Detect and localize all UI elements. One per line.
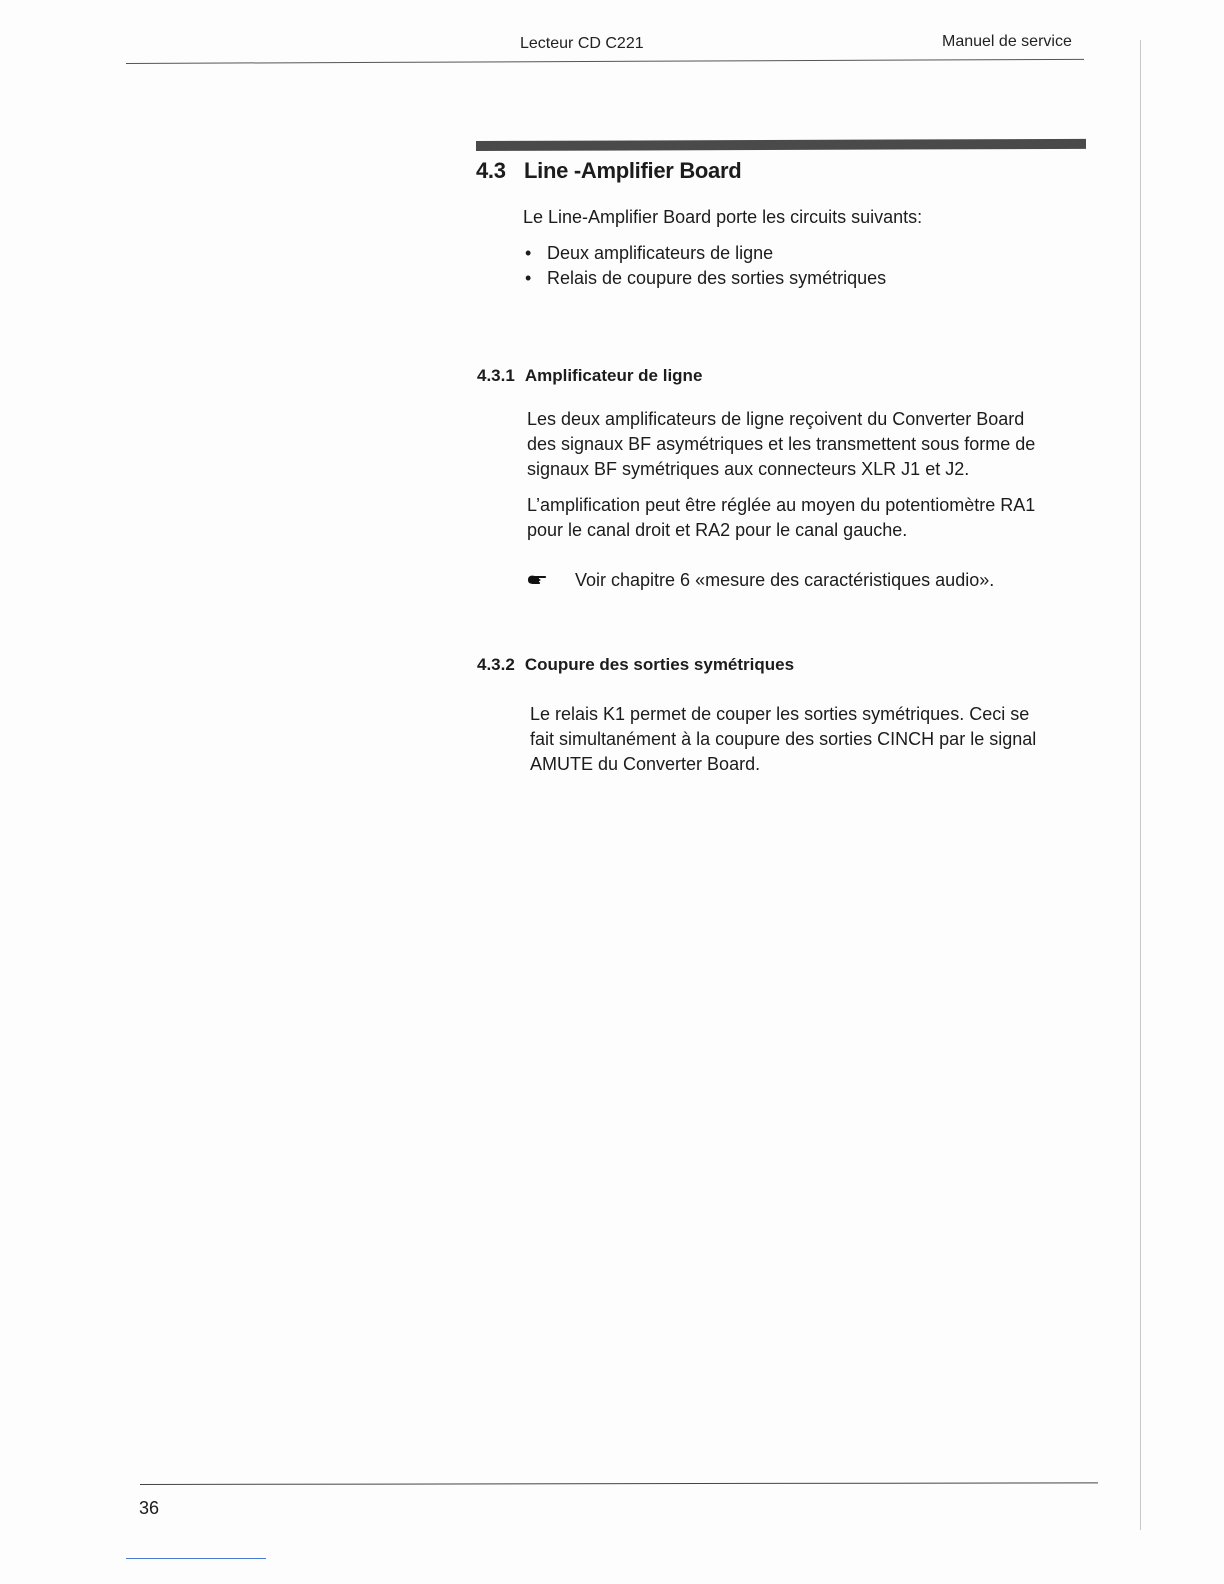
subsection-heading-1: [477, 366, 702, 386]
text-line: L’amplification peut être réglée au moyen du potentiomètre RA1: [527, 495, 1036, 515]
section-heading: [476, 158, 741, 184]
text-line: Les deux amplificateurs de ligne reçoivent du Converter Board: [527, 409, 1025, 429]
scan-edge: [1140, 40, 1141, 1530]
section-number: 4.3: [476, 158, 506, 183]
paragraph: [530, 702, 1036, 777]
footer-rule: [140, 1482, 1098, 1485]
list-item: • Deux amplificateurs de ligne: [523, 241, 886, 266]
blue-line: [126, 1558, 266, 1559]
subsection-heading-2: [477, 655, 794, 675]
circuit-list: [523, 241, 886, 291]
subsection-title: Coupure des sorties symétriques: [524, 655, 795, 674]
subsection-title: Amplificateur de ligne: [524, 366, 703, 385]
subsection-number: 4.3.2: [477, 655, 515, 674]
header-document-title: Lecteur CD C221: [520, 35, 644, 52]
bullet-icon: •: [525, 268, 532, 288]
section-bar: [476, 139, 1086, 151]
text-line: des signaux BF asymétriques et les transmettent sous forme de: [527, 434, 1036, 454]
text-line: pour le canal droit et RA2 pour le canal gauche.: [527, 520, 908, 540]
subsection-number: 4.3.1: [477, 366, 515, 385]
text-line: AMUTE du Converter Board.: [530, 754, 761, 774]
note-text: Voir chapitre 6 «mesure des caractéristiques audio».: [575, 570, 995, 590]
paragraph: [527, 407, 1035, 482]
text-line: signaux BF symétriques aux connecteurs XLR J1 et J2.: [527, 459, 970, 479]
header-manual-type: Manuel de service: [942, 33, 1072, 50]
paragraph: [527, 493, 1035, 543]
section-intro: Le Line-Amplifier Board porte les circuits suivants:: [523, 207, 923, 227]
section-title: Line -Amplifier Board: [524, 158, 742, 183]
header-rule: [126, 59, 1084, 64]
list-item: • Relais de coupure des sorties symétriques: [523, 266, 886, 291]
bullet-icon: •: [525, 243, 532, 263]
pointing-hand-icon: [527, 574, 547, 586]
page-number: 36: [139, 1498, 160, 1518]
text-line: Le relais K1 permet de couper les sorties symétriques. Ceci se: [530, 704, 1030, 724]
text-line: fait simultanément à la coupure des sorties CINCH par le signal: [530, 729, 1037, 749]
